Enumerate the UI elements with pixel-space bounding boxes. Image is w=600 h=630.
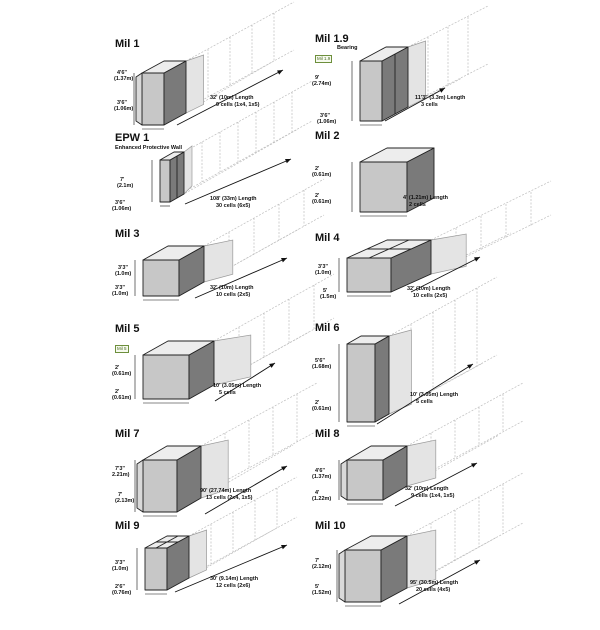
height-label: 7' [120, 177, 125, 183]
model-tag: Mil 1.9 [317, 56, 331, 61]
panel-title: Mil 5 [115, 323, 140, 335]
main-cell [143, 246, 204, 296]
cell-count: 5 cells [219, 390, 236, 396]
panel-title: Mil 8 [315, 428, 340, 440]
barrier-drawing [315, 322, 595, 432]
panel-mil19 [312, 33, 595, 143]
length-label: 95' (30.5m) Length [410, 580, 459, 586]
width-label: 2' [115, 389, 120, 395]
height-label: 2' [315, 166, 320, 172]
cell-count: 5 cells [416, 399, 433, 405]
height-metric: (0.61m) [312, 172, 332, 178]
width-metric: (0.76m) [112, 590, 132, 596]
width-metric: (0.61m) [312, 406, 332, 412]
tag-label: Bearing [337, 45, 358, 51]
width-label: 2' [315, 193, 320, 199]
length-label: 32' (10m) Length [210, 95, 254, 101]
panel-subtitle: Enhanced Protective Wall [115, 145, 183, 151]
main-cell [145, 536, 189, 590]
height-metric: (2.1m) [117, 183, 134, 189]
main-cell [360, 47, 408, 121]
panel-title: Mil 10 [315, 520, 346, 532]
main-cell [339, 536, 407, 602]
main-cell [160, 152, 184, 202]
height-label: 3'3" [318, 264, 329, 270]
cell-count: 9 cells (1x4, 1x5) [411, 493, 455, 499]
length-label: 32' (10m) Length [210, 285, 254, 291]
length-label: 4' (1.21m) Length [403, 195, 449, 201]
panel-title: Mil 2 [315, 130, 340, 142]
main-cell [143, 341, 214, 399]
width-metric: (0.61m) [312, 199, 332, 205]
height-label: 7'3" [115, 466, 126, 472]
panel-title: Mil 9 [115, 520, 140, 532]
panel-mil6 [312, 322, 595, 432]
width-label: 3'3" [115, 285, 126, 291]
barrier-drawing [315, 130, 595, 240]
width-label: 3'6" [117, 100, 128, 106]
main-cell [137, 446, 201, 512]
main-cell [347, 336, 389, 422]
height-label: 5'6" [315, 358, 326, 364]
height-metric: (1.0m) [315, 270, 332, 276]
height-metric: (1.68m) [312, 364, 332, 370]
width-metric: (1.22m) [312, 496, 332, 502]
width-label: 3'6" [115, 200, 126, 206]
height-metric: (2.12m) [312, 564, 332, 570]
width-metric: (1.06m) [317, 119, 337, 125]
model-tag: Mil 5 [117, 346, 127, 351]
length-label: 32' (10m) Length [405, 486, 449, 492]
cell-count: 3 cells [421, 102, 438, 108]
cell-count: 2 cells [409, 202, 426, 208]
length-label: 30' (9.14m) Length [210, 576, 259, 582]
width-label: 2' [315, 400, 320, 406]
panel-mil2 [312, 130, 595, 240]
length-label: 10' (3.05m) Length [213, 383, 262, 389]
width-label: 4' [315, 490, 320, 496]
length-label: 90' (27.74m) Length [200, 488, 252, 494]
cell-count: 12 cells (2x6) [216, 583, 251, 589]
height-metric: (1.37m) [312, 474, 332, 480]
width-label: 5' [323, 288, 328, 294]
cell-count: 20 cells (4x5) [416, 587, 451, 593]
barrier-drawing [315, 520, 595, 630]
height-metric: (1.37m) [114, 76, 134, 82]
length-label: 32' (10m) Length [407, 286, 451, 292]
width-metric: (1.5m) [320, 294, 337, 300]
panel-mil10 [312, 520, 595, 630]
panel-title: EPW 1 [115, 132, 150, 144]
height-metric: (2.74m) [312, 81, 332, 87]
width-label: 5' [315, 584, 320, 590]
length-label: 10' (3.05m) Length [410, 392, 459, 398]
cell-count: 13 cells (2x4, 1x5) [206, 495, 253, 501]
panel-title: Mil 4 [315, 232, 340, 244]
width-label: 7' [118, 492, 123, 498]
cell-count: 30 cells (6x5) [216, 203, 251, 209]
width-label: 3'6" [320, 113, 331, 119]
panel-title: Mil 7 [115, 428, 140, 440]
height-label: 9' [315, 75, 320, 81]
height-label: 4'6" [117, 70, 128, 76]
cell-count: 10 cells (2x5) [216, 292, 251, 298]
height-label: 7' [315, 558, 320, 564]
width-metric: (1.06m) [112, 206, 132, 212]
panel-title: Mil 3 [115, 228, 140, 240]
length-label: 108' (33m) Length [210, 196, 257, 202]
main-cell [341, 446, 407, 500]
height-label: 3'3" [115, 560, 126, 566]
main-cell [136, 61, 186, 125]
length-label: 11'3" (3.3m) Length [415, 95, 466, 101]
height-metric: 2.21m) [112, 472, 130, 478]
width-metric: (0.61m) [112, 395, 132, 401]
cell-count: 10 cells (2x5) [413, 293, 448, 299]
cell-count: 9 cells (1x4, 1x5) [216, 102, 260, 108]
height-metric: (0.61m) [112, 371, 132, 377]
height-label: 3'3" [118, 265, 129, 271]
height-label: 2' [115, 365, 120, 371]
height-metric: (1.0m) [112, 566, 129, 572]
height-label: 4'6" [315, 468, 326, 474]
height-metric: (1.0m) [115, 271, 132, 277]
panel-title: Mil 1 [115, 38, 140, 50]
width-metric: (1.06m) [114, 106, 134, 112]
width-metric: (2.13m) [115, 498, 135, 504]
main-cell [347, 240, 431, 292]
panel-title: Mil 6 [315, 322, 340, 334]
width-label: 2'6" [115, 584, 126, 590]
panel-title: Mil 1.9 [315, 33, 349, 45]
width-metric: (1.52m) [312, 590, 332, 596]
width-metric: (1.0m) [112, 291, 129, 297]
